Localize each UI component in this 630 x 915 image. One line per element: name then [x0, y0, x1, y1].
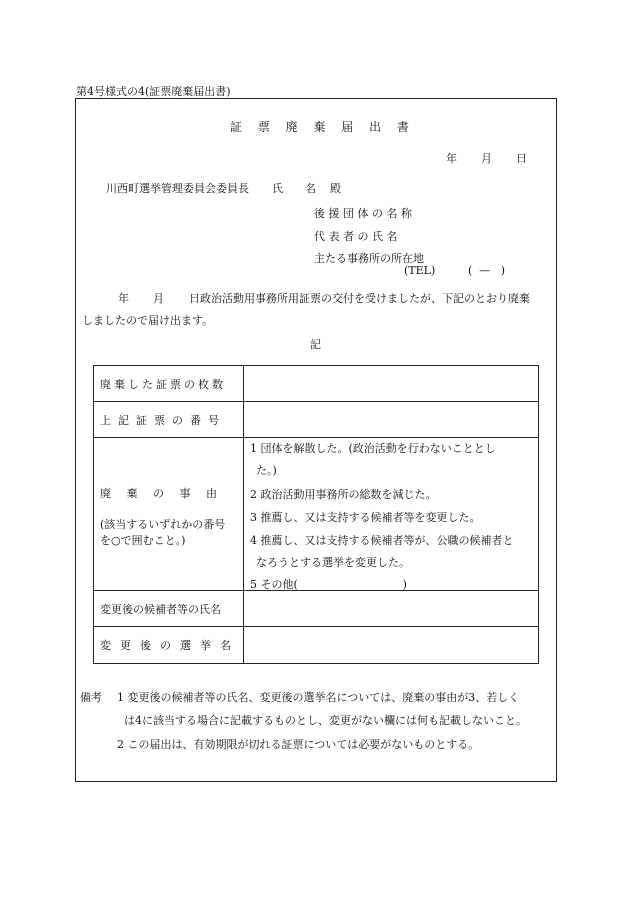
table-row	[94, 366, 539, 402]
reason-note-1: (該当するいずれかの番号	[100, 518, 226, 531]
candidate-label: 変更後の候補者等の氏名	[100, 602, 221, 616]
page-title: 証 票 廃 棄 届 出 書	[230, 120, 415, 134]
note-1-line-1: 1 変更後の候補者等の氏名、変更後の選挙名については、廃棄の事由が3、若しく	[117, 691, 520, 704]
count-input-cell[interactable]	[244, 366, 539, 402]
tel-value: ( — )	[468, 264, 506, 277]
office-address-label: 主たる事務所の所在地	[314, 252, 424, 265]
table-row	[94, 591, 539, 627]
election-label-cell	[94, 627, 244, 664]
candidate-label-cell	[94, 591, 244, 627]
note-2: 2 この届出は、有効期限が切れる証票については必要がないものとする。	[117, 738, 480, 751]
count-label: 廃棄した証票の枚数	[100, 377, 226, 391]
reason-option-5[interactable]: 5 その他( )	[250, 578, 407, 591]
note-1-line-2: は4に該当する場合に記載するものとし、変更がない欄には何も記載しないこと。	[124, 714, 527, 727]
rep-name-label: 代 表 者 の 氏 名	[314, 230, 398, 243]
count-label-cell	[94, 366, 244, 402]
number-input-cell[interactable]	[244, 402, 539, 438]
form-table	[93, 365, 539, 664]
body-line2: しましたので届け出ます。	[82, 314, 214, 327]
reason-label: 廃 棄 の 事 由	[100, 487, 223, 500]
number-label: 上記証票の番号	[100, 413, 226, 427]
reason-note-2: を○で囲むこと。)	[100, 534, 186, 547]
reason-option-1[interactable]: 1 団体を解散した。(政治活動を行わないこととし	[250, 442, 496, 455]
date-year: 年	[446, 152, 457, 165]
group-name-label: 後 援 団 体 の 名 称	[314, 207, 412, 220]
table-row	[94, 438, 539, 591]
table-row	[94, 627, 539, 664]
form-id: 第4号様式の4(証票廃棄届出書)	[76, 85, 231, 98]
election-label: 変更後の選挙名	[100, 639, 240, 652]
addressee-name: 氏	[272, 182, 283, 195]
election-input-cell[interactable]	[244, 627, 539, 664]
addressee-suffix: 殿	[330, 182, 341, 195]
table-row	[94, 402, 539, 438]
reason-options-cell[interactable]	[244, 438, 539, 591]
number-label-cell	[94, 402, 244, 438]
notes-label: 備考	[80, 691, 102, 704]
body-year: 年	[118, 292, 129, 305]
reason-option-3[interactable]: 3 推薦し、又は支持する候補者等を変更した。	[250, 511, 481, 524]
candidate-input-cell[interactable]	[244, 591, 539, 627]
addressee: 川西町選挙管理委員会委員長	[106, 182, 249, 195]
date-month: 月	[481, 152, 492, 165]
tel-label: (TEL)	[404, 264, 436, 277]
reason-option-4[interactable]: 4 推薦し、又は支持する候補者等が、公職の候補者と	[250, 534, 514, 547]
addressee-name2: 名	[305, 182, 316, 195]
body-line1: 日政治活動用事務所用証票の交付を受けましたが、下記のとおり廃棄	[189, 292, 530, 305]
reason-option-2[interactable]: 2 政治活動用事務所の総数を減じた。	[250, 488, 437, 501]
reason-option-4-cont: なろうとする選挙を変更した。	[256, 556, 410, 569]
reason-label-cell	[94, 438, 244, 591]
reason-option-1-cont: た。)	[256, 464, 277, 477]
body-month: 月	[153, 292, 164, 305]
ki-label: 記	[310, 338, 321, 351]
date-day: 日	[516, 152, 527, 165]
